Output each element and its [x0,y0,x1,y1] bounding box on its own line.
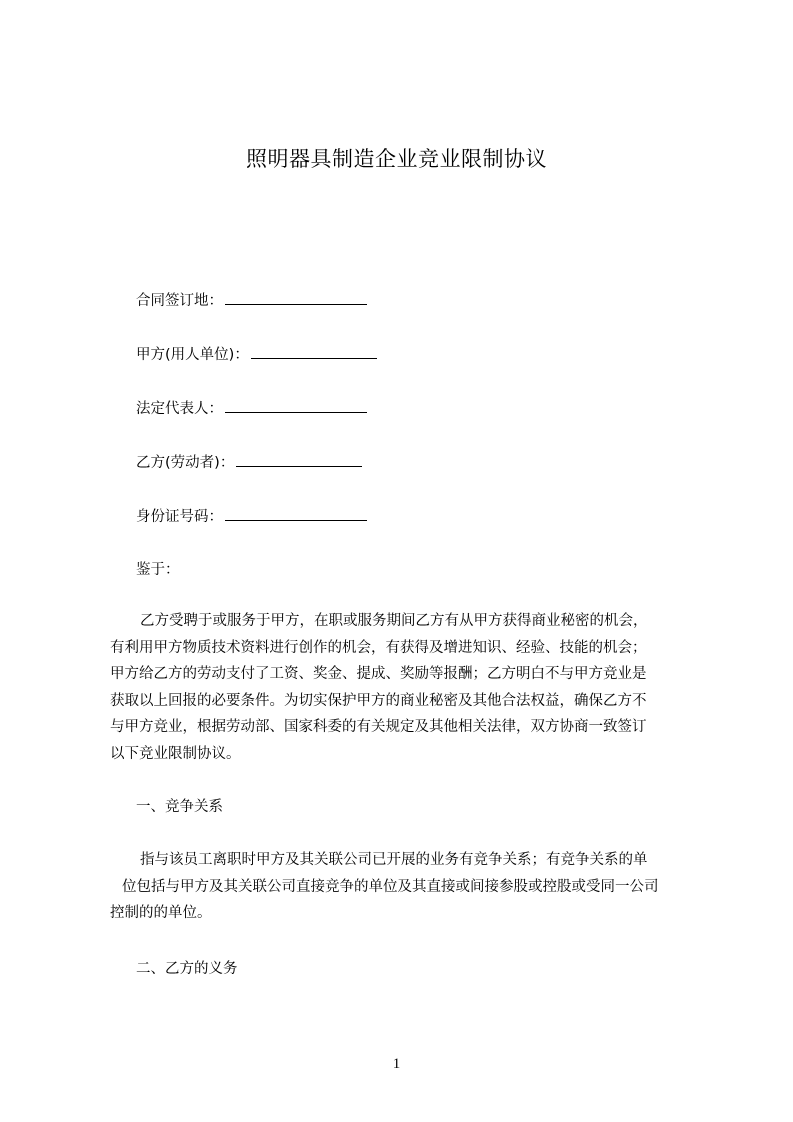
paragraph-line: 有利用甲方物质技术资料进行创作的机会，有获得及增进知识、经验、技能的机会； [110,639,647,656]
paragraph-line: 位包括与甲方及其关联公司直接竞争的单位及其直接或间接参股或控股或受同一公司 [122,878,659,895]
blank-line [225,398,367,413]
document-title: 照明器具制造企业竞业限制协议 [246,147,547,171]
paragraph-line: 指与该员工离职时甲方及其关联公司已开展的业务有竞争关系；有竞争关系的单 [140,852,648,868]
section-2-heading: 二、乙方的义务 [136,961,238,977]
section-1-heading: 一、竞争关系 [136,799,223,815]
field-label: 身份证号码： [136,509,223,525]
page-number: 1 [392,1056,401,1072]
field-party-a [136,344,377,365]
preamble-paragraph [110,608,648,767]
field-label: 甲方(用人单位)： [136,347,249,363]
field-party-b [136,452,362,473]
paragraph-line: 以下竞业限制协议。 [110,745,241,762]
field-label: 乙方(劳动者)： [136,455,235,471]
paragraph-line: 获取以上回报的必要条件。为切实保护甲方的商业秘密及其他合法权益，确保乙方不 [110,692,647,709]
field-signing-place [136,290,367,311]
blank-line [225,506,367,521]
paragraph-line: 控制的的单位。 [110,905,212,921]
field-label: 合同签订地： [136,293,223,309]
paragraph-line: 与甲方竞业，根据劳动部、国家科委的有关规定及其他相关法律，双方协商一致签订 [110,719,647,735]
field-label: 法定代表人： [136,401,223,417]
field-id-number [136,506,367,527]
blank-line [251,344,377,359]
section-1-paragraph [110,847,659,927]
paragraph-line: 甲方给乙方的劳动支付了工资、奖金、提成、奖励等报酬；乙方明白不与甲方竞业是 [110,666,647,682]
blank-line [236,452,362,467]
blank-line [225,290,367,305]
field-legal-representative [136,398,367,419]
whereas-label: 鉴于： [136,562,180,578]
paragraph-line: 乙方受聘于或服务于甲方，在职或服务期间乙方有从甲方获得商业秘密的机会， [140,613,648,629]
